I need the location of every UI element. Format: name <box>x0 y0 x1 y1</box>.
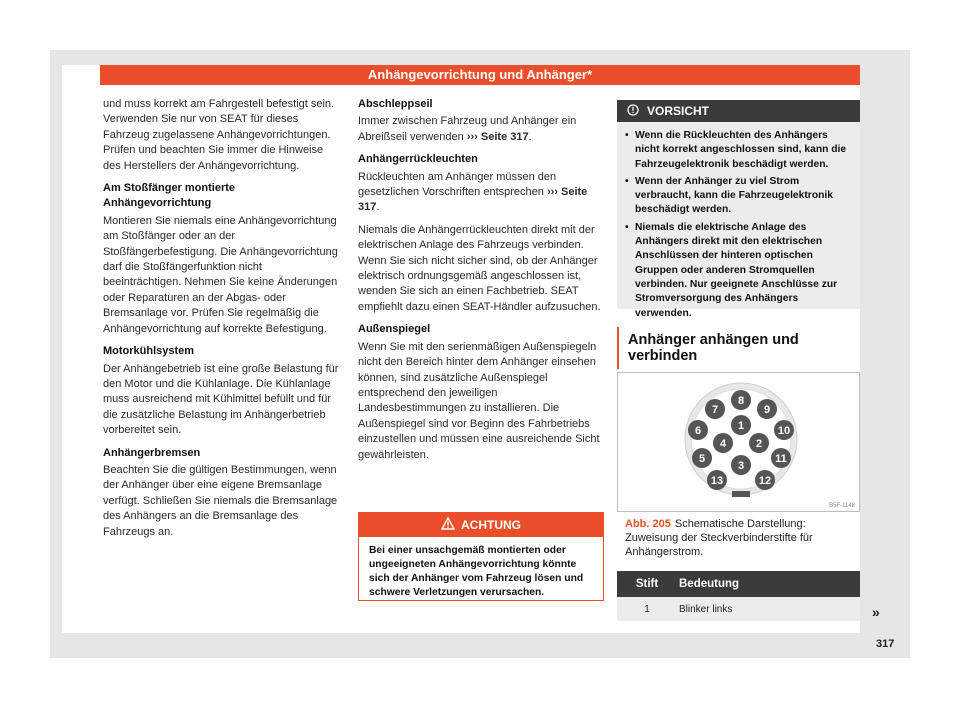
list-item: • Wenn die Rückleuchten des Anhängers nicht korrekt angeschlossen sind, kann die Fahrzeugelektronik beschädigt werden. <box>625 129 852 172</box>
connector-pin-7 <box>705 399 725 419</box>
caution-list <box>617 129 860 321</box>
warning-triangle-icon <box>441 517 455 533</box>
list-item: • Niemals die elektrische Anlage des Anhängers direkt mit den elektrischen Anschlüssen der hinteren optischen Gruppen oder anderen Stromquellen verbinden. Nur geeignete Anschlüsse zur Stromversorgung des Anhängers verwenden. <box>625 221 852 321</box>
warning-box <box>358 512 604 601</box>
connector-pin-5 <box>692 448 712 468</box>
page-reference-link[interactable]: ››› Seite 317 <box>466 130 529 143</box>
pin-table <box>617 571 860 621</box>
subheading: Am Stoßfänger montierte Anhängevorrichtung <box>103 182 236 210</box>
caution-box <box>617 100 860 319</box>
connector-key-notch <box>732 491 750 497</box>
paragraph-text: Rückleuchten am Anhänger müssen den gesetzlichen Vorschriften entsprechen <box>358 170 557 199</box>
caution-header <box>617 100 860 122</box>
column-left <box>103 97 343 547</box>
svg-text:13: 13 <box>710 475 724 487</box>
figure-number: Abb. 205 <box>625 518 671 530</box>
figure-connector-diagram <box>617 372 860 512</box>
table-row <box>617 597 860 621</box>
column-middle <box>358 97 602 470</box>
connector-pin-11 <box>771 448 791 468</box>
info-circle-icon <box>627 104 639 119</box>
svg-text:6: 6 <box>694 425 702 437</box>
column-header-meaning: Bedeutung <box>677 571 860 597</box>
paragraph: Immer zwischen Fahrzeug und Anhänger ein Abreißseil verwenden ››› Seite 317. <box>358 115 577 143</box>
connector-svg <box>618 373 859 511</box>
connector-pin-13 <box>707 470 727 490</box>
svg-text:10: 10 <box>777 425 791 437</box>
subheading: Außenspiegel <box>358 323 431 336</box>
connector-pin-2 <box>749 433 769 453</box>
svg-text:9: 9 <box>763 404 771 416</box>
warning-text: Bei einer unsachgemäß montierten oder ungeeigneten Anhängevorrichtung könnte sich der Anhänger vom Fahrzeug lösen und schwere Verletzungen verursachen. <box>369 545 584 598</box>
paragraph: und muss korrekt am Fahrgestell befestigt sein. Verwenden Sie nur von SEAT für dieses Fahrzeug zugelassene Anhängevorrichtungen. Prüfen und beachten Sie immer die Hinweise des Herstellers der Anhängevorrichtung. <box>103 98 335 172</box>
connector-pin-4 <box>713 433 733 453</box>
column-header-pin: Stift <box>617 571 677 597</box>
subheading: Anhängerrückleuchten <box>358 153 478 166</box>
table-cell-meaning: Blinker links <box>677 597 860 621</box>
paragraph: Niemals die Anhängerrückleuchten direkt mit der elektrischen Anlage des Fahrzeugs verbinden. Wenn Sie sich nicht sicher sind, ob der Anhänger elektrisch ordnungsgemäß angeschlossen ist, wenden Sie sich an einen Fachbetrieb. SEAT empfiehlt dazu einen SEAT-Händler aufzusuchen. <box>358 223 601 313</box>
svg-text:2: 2 <box>755 438 763 450</box>
svg-text:8: 8 <box>737 395 745 407</box>
warning-title: ACHTUNG <box>461 518 521 532</box>
continue-mark: » <box>872 604 880 620</box>
paragraph: Wenn Sie mit den serienmäßigen Außenspiegeln nicht den Bereich hinter dem Anhänger einsehen können, sind zusätzliche Außenspiegel entsprechend den jeweiligen Landesbestimmungen zu installieren. Die Außenspiegel sind vor Beginn des Fahrbetriebs einzustellen und müssen eine ausreichende Sicht gewährleisten. <box>358 340 600 461</box>
caution-title: VORSICHT <box>647 104 710 118</box>
paragraph: Der Anhängebetrieb ist eine große Belastung für den Motor und die Kühlanlage. Die Kühlanlage muss ausreichend mit Kühlmittel befüllt und für die zusätzliche Belastung im Anhängerbetrieb vorbereitet sein. <box>103 362 339 437</box>
figure-code: B5F-1148 <box>829 503 855 509</box>
section-title: Anhänger anhängen und verbinden <box>617 327 860 369</box>
svg-text:4: 4 <box>719 438 727 450</box>
svg-text:7: 7 <box>711 404 719 416</box>
connector-pin-1 <box>731 415 751 435</box>
connector-pin-6 <box>688 420 708 440</box>
connector-pin-9 <box>757 399 777 419</box>
paragraph: Montieren Sie niemals eine Anhängevorrichtung am Stoßfänger oder an der Stoßfängerbefestigung. Die Anhängevorrichtung darf die Stoßfängerfunktion nicht beeinträchtigen. Nehmen Sie keine Änderungen oder Reparaturen an der Abgas- oder Bremsanlage vor. Prüfen Sie regelmäßig die Anhängevorrichtung auf korrekte Befestigung. <box>103 214 338 335</box>
connector-pin-10 <box>774 420 794 440</box>
page-header: Anhängevorrichtung und Anhänger* <box>100 65 860 85</box>
subheading: Abschleppseil <box>358 98 433 110</box>
figure-caption <box>625 517 855 559</box>
svg-text:11: 11 <box>775 453 787 465</box>
list-item: • Wenn der Anhänger zu viel Strom verbraucht, kann die Fahrzeugelektronik beschädigt werden. <box>625 175 852 218</box>
subheading: Anhängerbremsen <box>103 446 201 459</box>
paragraph-text: Immer zwischen Fahrzeug und Anhänger ein Abreißseil verwenden <box>358 115 577 143</box>
svg-text:5: 5 <box>698 453 706 465</box>
table-cell-pin: 1 <box>617 597 677 621</box>
table-header-row <box>617 571 860 597</box>
paragraph: Beachten Sie die gültigen Bestimmungen, wenn der Anhänger über eine eigene Bremsanlage verfügt. Schließen Sie niemals die Bremsanlage des Anhängers an die Bremsanlage des Fahrzeugs an. <box>103 463 338 538</box>
connector-pin-12 <box>755 470 775 490</box>
page-number: 317 <box>876 638 895 650</box>
warning-header <box>359 513 603 537</box>
connector-pin-3 <box>731 455 751 475</box>
paragraph: Rückleuchten am Anhänger müssen den gesetzlichen Vorschriften entsprechen ››› Seite 317. <box>358 170 588 214</box>
page-reference-link[interactable]: ››› Seite 317 <box>358 186 588 214</box>
svg-text:3: 3 <box>737 460 745 472</box>
caption-text: Schematische Darstellung: Zuweisung der Steckverbinderstifte für Anhängerstrom. <box>625 518 813 558</box>
svg-text:12: 12 <box>758 475 772 487</box>
svg-text:1: 1 <box>737 420 745 432</box>
connector-pin-8 <box>731 390 751 410</box>
subheading: Motorkühlsystem <box>103 345 195 358</box>
